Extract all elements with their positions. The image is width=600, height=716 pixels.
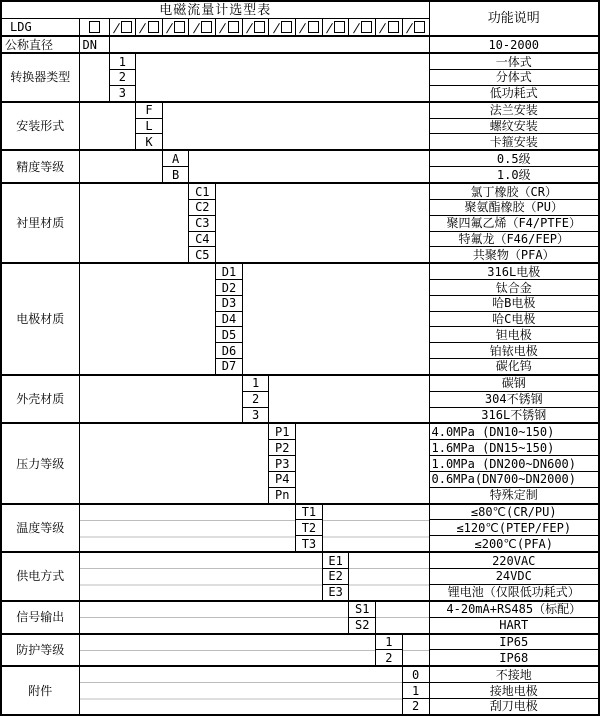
empty-region	[402, 634, 429, 667]
model-slot-cell	[216, 19, 243, 37]
empty-region	[216, 183, 429, 263]
category-label: 安装形式	[1, 102, 79, 151]
function-cell: 分体式	[429, 70, 599, 86]
empty-region	[79, 150, 162, 183]
empty-region	[109, 36, 429, 53]
function-cell: 钛合金	[429, 280, 599, 296]
function-cell: 哈C电极	[429, 311, 599, 327]
function-cell: 不接地	[429, 666, 599, 682]
option-code: A	[162, 150, 189, 166]
option-row	[1, 423, 599, 439]
function-cell: 24VDC	[429, 569, 599, 585]
function-cell: 220VAC	[429, 552, 599, 568]
model-slot-cell	[349, 19, 376, 37]
category-label: 信号输出	[1, 601, 79, 634]
function-cell: 接地电极	[429, 683, 599, 699]
option-code: T1	[296, 504, 323, 520]
function-cell: 聚氨酯橡胶（PU）	[429, 199, 599, 215]
option-row	[1, 634, 599, 650]
option-code: C5	[189, 247, 216, 263]
empty-region	[242, 263, 429, 375]
function-cell: 10-2000	[429, 36, 599, 53]
diameter-code: DN	[79, 36, 109, 53]
empty-region	[79, 375, 242, 424]
empty-region	[376, 601, 429, 634]
empty-region	[322, 504, 429, 553]
function-cell: IP68	[429, 650, 599, 666]
model-slot-cell	[376, 19, 403, 37]
function-cell: 螺纹安装	[429, 118, 599, 134]
function-cell: 卡箍安装	[429, 134, 599, 150]
empty-region	[162, 102, 429, 151]
function-cell: 304不锈钢	[429, 391, 599, 407]
option-code: E2	[322, 569, 349, 585]
checkbox-icon	[388, 21, 399, 33]
checkbox-icon	[174, 21, 185, 33]
model-box-cell	[79, 19, 109, 37]
function-cell: 4.0MPa (DN10~150)	[429, 423, 599, 439]
model-slot-cell	[296, 19, 323, 37]
empty-region	[79, 102, 136, 151]
checkbox-icon	[121, 21, 132, 33]
option-code: S1	[349, 601, 376, 617]
function-cell: ≤120℃(PTEP/FEP)	[429, 520, 599, 536]
category-label: 压力等级	[1, 423, 79, 503]
slash-separator: /	[378, 20, 388, 35]
diameter-row	[1, 36, 599, 53]
category-label-diameter: 公称直径	[1, 36, 79, 53]
slash-separator: /	[165, 20, 175, 35]
slash-separator: /	[191, 20, 201, 35]
model-slot-cell	[242, 19, 269, 37]
slash-separator: /	[324, 20, 335, 35]
category-label: 温度等级	[1, 504, 79, 553]
option-code: 3	[242, 407, 269, 423]
slash-separator: /	[111, 20, 121, 35]
function-cell: 低功耗式	[429, 85, 599, 101]
model-slot-cell	[402, 19, 429, 37]
function-cell: 316L电极	[429, 263, 599, 279]
option-row	[1, 375, 599, 391]
function-cell: 316L不锈钢	[429, 407, 599, 423]
empty-region	[79, 504, 296, 553]
slash-separator: /	[271, 20, 281, 35]
checkbox-icon	[228, 21, 239, 33]
function-cell: 氯丁橡胶（CR）	[429, 183, 599, 199]
empty-region	[189, 150, 429, 183]
option-code: D6	[216, 343, 243, 359]
option-code: Pn	[269, 487, 296, 503]
option-code: D3	[216, 295, 243, 311]
category-label: 外壳材质	[1, 375, 79, 424]
function-cell: 共聚物（PFA）	[429, 247, 599, 263]
function-cell: 钽电极	[429, 327, 599, 343]
empty-region	[79, 601, 349, 634]
function-cell: 聚四氟乙烯（F4/PTFE）	[429, 215, 599, 231]
option-code: C1	[189, 183, 216, 199]
model-slot-cell	[269, 19, 296, 37]
option-code: D1	[216, 263, 243, 279]
empty-region	[79, 423, 269, 503]
option-code: 0	[402, 666, 429, 682]
slash-separator: /	[351, 20, 361, 35]
option-row	[1, 552, 599, 568]
option-code: B	[162, 167, 189, 183]
slash-separator: /	[218, 20, 228, 35]
empty-region	[79, 634, 376, 667]
option-row	[1, 183, 599, 199]
option-code: K	[136, 134, 163, 150]
option-row	[1, 102, 599, 118]
option-code: 1	[402, 683, 429, 699]
category-label: 供电方式	[1, 552, 79, 601]
function-cell: 铂铱电极	[429, 343, 599, 359]
function-header: 功能说明	[429, 1, 599, 36]
checkbox-icon	[414, 21, 425, 33]
slash-separator: /	[138, 20, 148, 35]
option-code: C3	[189, 215, 216, 231]
option-code: 2	[376, 650, 403, 666]
function-cell: 0.5级	[429, 150, 599, 166]
category-label: 电极材质	[1, 263, 79, 375]
function-cell: 1.0MPa (DN200~DN600)	[429, 456, 599, 472]
model-slot-cell	[322, 19, 349, 37]
title-row	[1, 1, 599, 19]
checkbox-icon	[201, 21, 212, 33]
model-prefix-label: LDG	[1, 19, 79, 37]
function-cell: 1.0级	[429, 167, 599, 183]
function-cell: IP65	[429, 634, 599, 650]
option-code: P4	[269, 471, 296, 487]
option-code: P3	[269, 456, 296, 472]
option-row	[1, 601, 599, 617]
category-label: 精度等级	[1, 150, 79, 183]
option-code: 2	[242, 391, 269, 407]
slash-separator: /	[245, 20, 255, 35]
empty-region	[296, 423, 429, 503]
option-code: 2	[402, 698, 429, 715]
option-code: D5	[216, 327, 243, 343]
category-label: 附件	[1, 666, 79, 715]
option-code: 3	[109, 85, 136, 101]
category-label: 衬里材质	[1, 183, 79, 263]
function-cell: ≤80℃(CR/PU)	[429, 504, 599, 520]
model-slot-cell	[136, 19, 163, 37]
category-label: 防护等级	[1, 634, 79, 667]
option-row	[1, 263, 599, 279]
empty-region	[79, 263, 216, 375]
option-code: E1	[322, 552, 349, 568]
empty-region	[269, 375, 429, 424]
option-code: P1	[269, 423, 296, 439]
option-code: T2	[296, 520, 323, 536]
checkbox-icon	[334, 21, 345, 33]
empty-region	[79, 666, 402, 715]
function-cell: 特氟龙（F46/FEP）	[429, 231, 599, 247]
empty-region	[79, 53, 109, 102]
function-cell: 法兰安装	[429, 102, 599, 118]
category-label: 转换器类型	[1, 53, 79, 102]
option-code: C4	[189, 231, 216, 247]
page-title: 电磁流量计选型表	[1, 1, 429, 19]
option-row	[1, 666, 599, 682]
function-cell: 0.6MPa(DN700~DN2000)	[429, 471, 599, 487]
function-cell: 刮刀电极	[429, 698, 599, 715]
option-row	[1, 150, 599, 166]
option-code: T3	[296, 536, 323, 552]
option-code: D4	[216, 311, 243, 327]
function-cell: 哈B电极	[429, 295, 599, 311]
option-code: 2	[109, 70, 136, 86]
option-row	[1, 504, 599, 520]
empty-region	[349, 552, 429, 601]
function-cell: ≤200℃(PFA)	[429, 536, 599, 552]
option-code: P2	[269, 440, 296, 456]
option-code: E3	[322, 584, 349, 600]
function-cell: 4-20mA+RS485（标配）	[429, 601, 599, 617]
function-cell: 1.6MPa (DN15~150)	[429, 440, 599, 456]
model-slot-cell	[109, 19, 136, 37]
option-code: S2	[349, 617, 376, 633]
function-cell: 一体式	[429, 53, 599, 69]
option-code: 1	[242, 375, 269, 391]
option-code: 1	[376, 634, 403, 650]
slash-separator: /	[298, 20, 308, 35]
option-code: D7	[216, 359, 243, 375]
checkbox-icon	[308, 21, 319, 33]
checkbox-icon	[361, 21, 372, 33]
option-row	[1, 53, 599, 69]
function-cell: HART	[429, 617, 599, 633]
option-code: F	[136, 102, 163, 118]
option-code: L	[136, 118, 163, 134]
slash-separator: /	[405, 20, 415, 35]
empty-region	[136, 53, 429, 102]
checkbox-icon	[148, 21, 159, 33]
model-slot-cell	[162, 19, 189, 37]
function-cell: 特殊定制	[429, 487, 599, 503]
option-code: C2	[189, 199, 216, 215]
checkbox-icon	[89, 21, 100, 33]
empty-region	[79, 183, 189, 263]
model-slot-cell	[189, 19, 216, 37]
checkbox-icon	[281, 21, 292, 33]
checkbox-icon	[254, 21, 265, 33]
option-code: D2	[216, 280, 243, 296]
function-cell: 碳钢	[429, 375, 599, 391]
empty-region	[79, 552, 322, 601]
function-cell: 锂电池（仅限低功耗式）	[429, 584, 599, 600]
function-cell: 碳化钨	[429, 359, 599, 375]
option-code: 1	[109, 53, 136, 69]
